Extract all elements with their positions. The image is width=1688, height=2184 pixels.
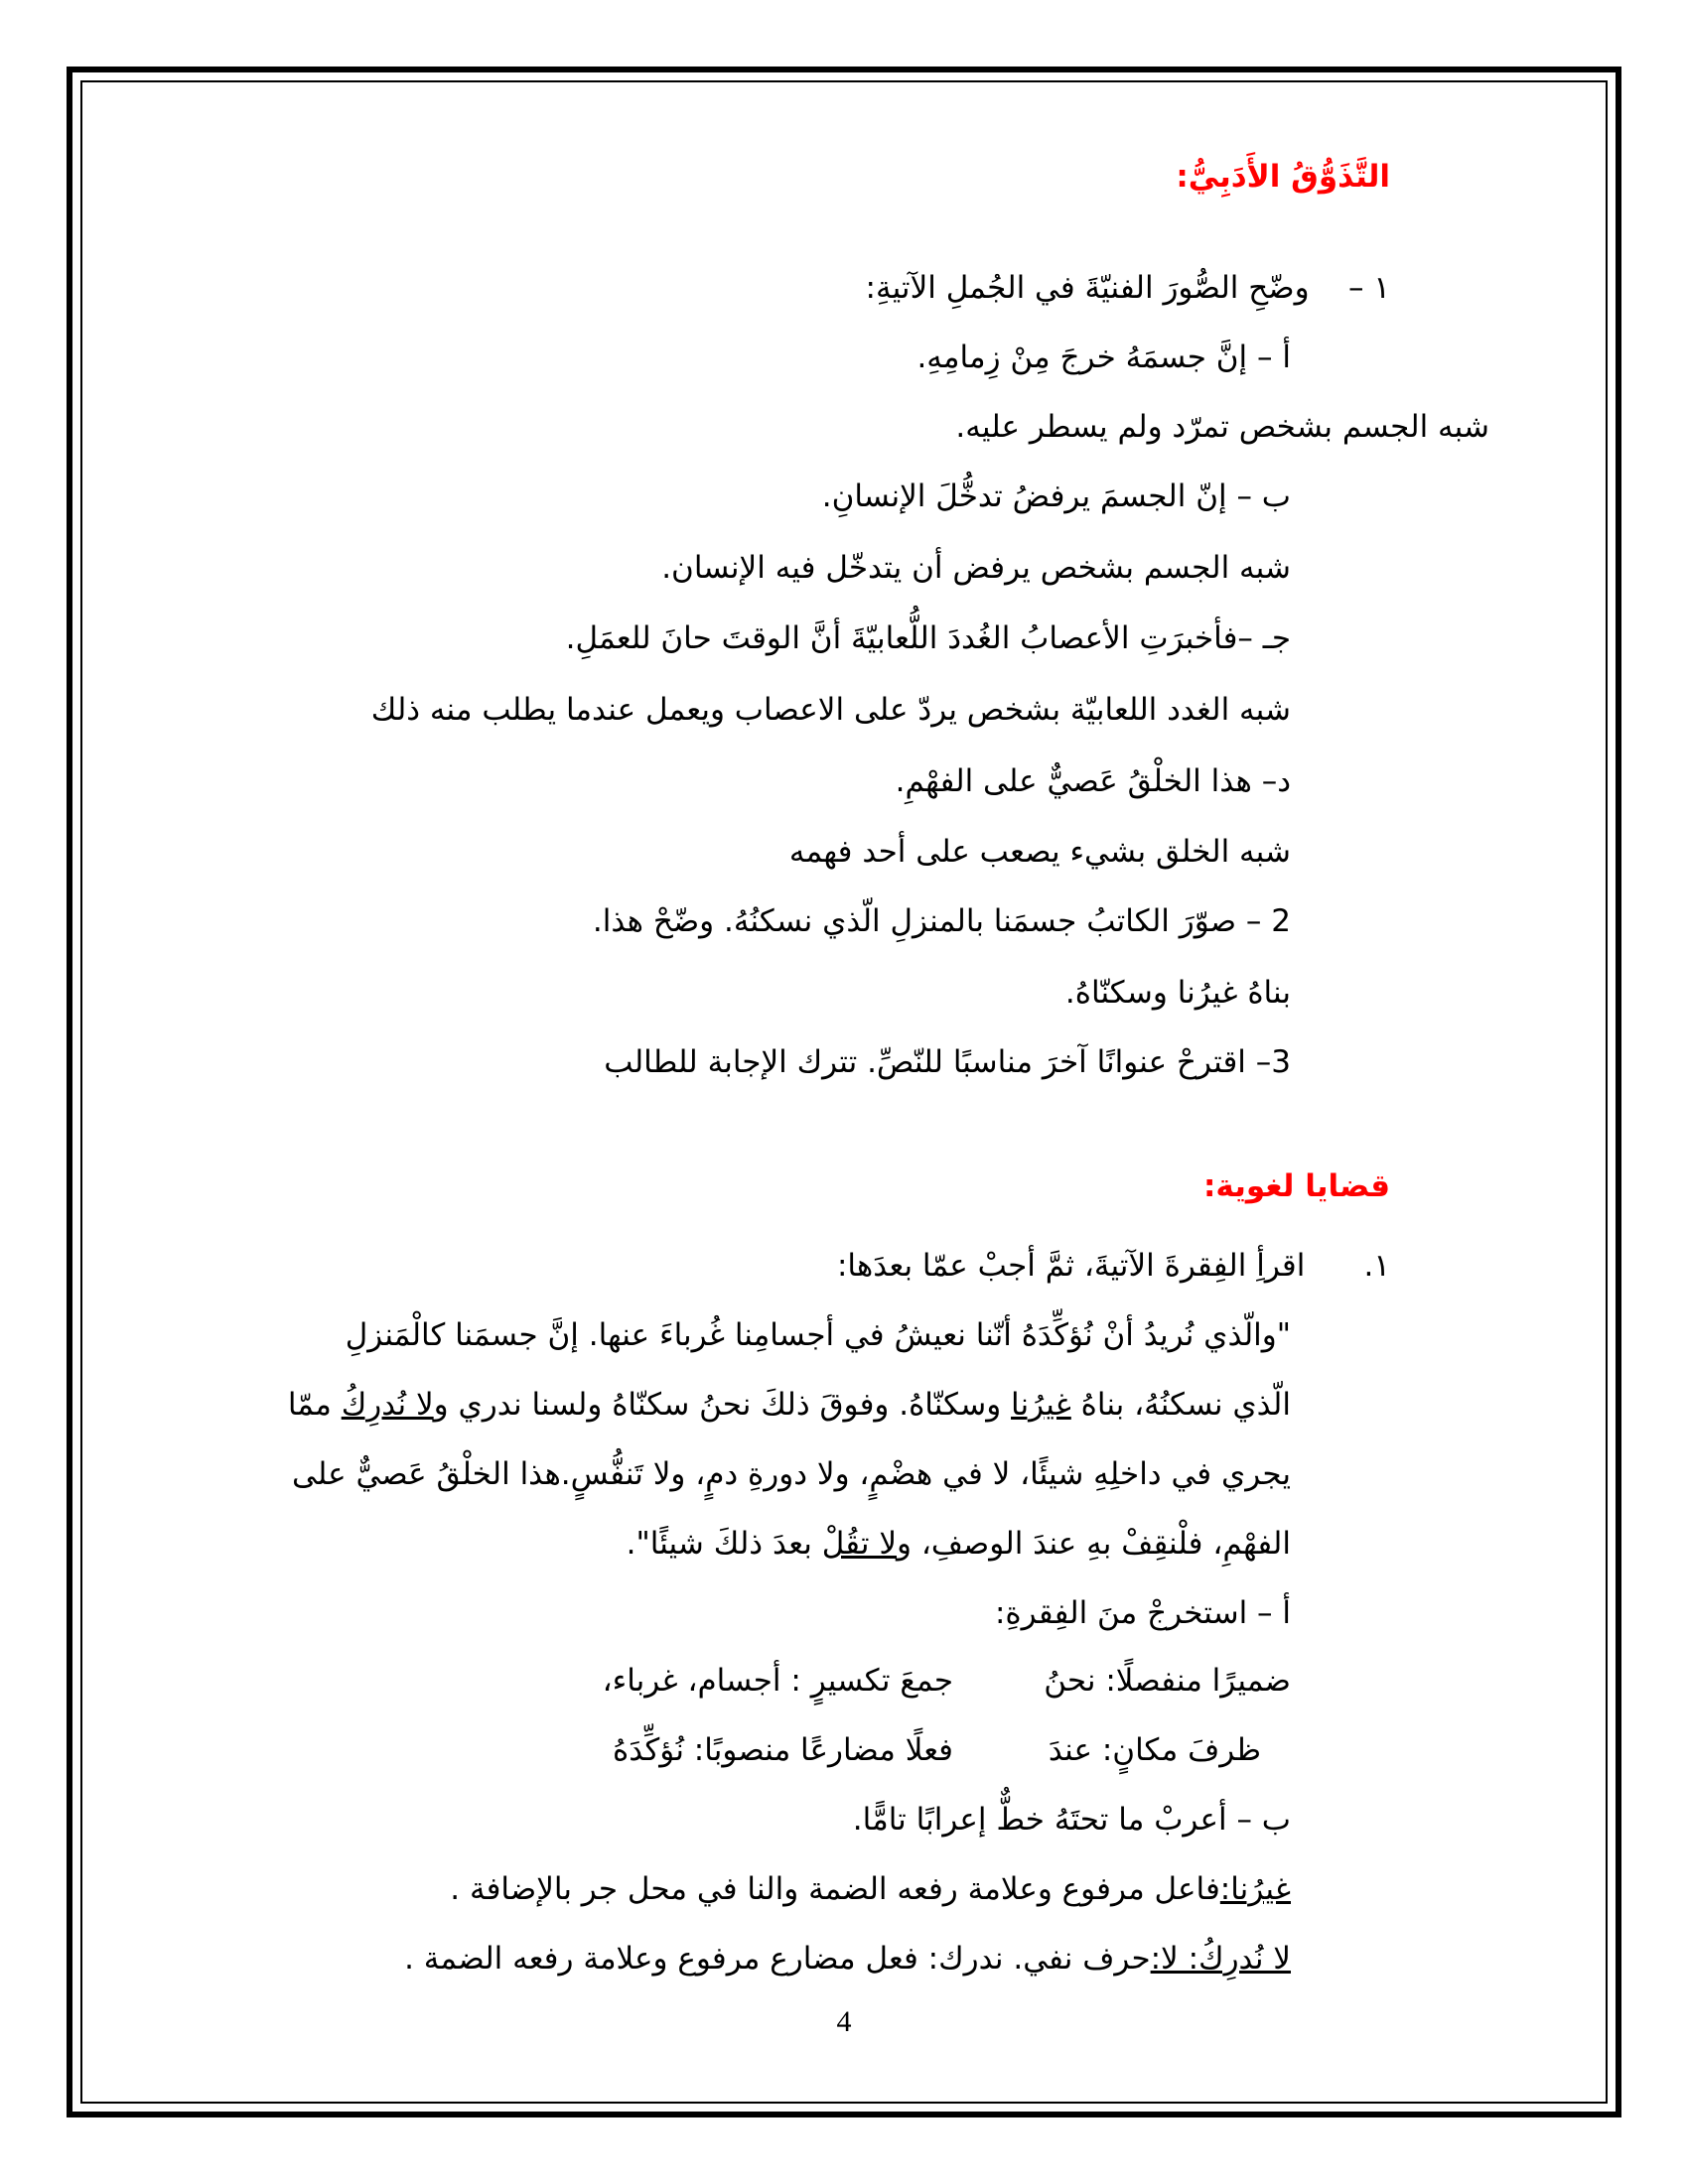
question-2-text: 2 – صوّرَ الكاتبُ جسمَنا بالمنزلِ الّذي نسكنُهُ. وضّحْ هذا. (592, 903, 1291, 939)
answer-text: حرف نفي. ندرك: فعل مضارع مرفوع وعلامة رفعه الضمة . (404, 1941, 1151, 1977)
question-1-line (866, 268, 1390, 308)
page-number: 4 (836, 2005, 852, 2038)
question-1-number: ١ – (1347, 270, 1390, 306)
underlined-label-la-nudrik: لا نُدرِكُ: لا: (1150, 1941, 1291, 1977)
question-1-text: وضّحِ الصُّورَ الفنيّةَ في الجُملِ الآتيةِ: (865, 270, 1310, 306)
part-b-prompt: ب – أعربْ ما تحتَهُ خطٌّ إعرابًا تامًّا. (852, 1802, 1291, 1838)
section2-question-1-text: اقرأِ الفِقرةَ الآتيةَ، ثمَّ أجبْ عمّا بعدَها: (836, 1248, 1306, 1284)
passage-text: ممّا (287, 1387, 342, 1423)
item-a-answer: شبه الجسم بشخص تمرّد ولم يسطر عليه. (955, 409, 1489, 445)
passage-line-3: يجري في داخلِهِ شيئًا، لا في هضْمٍ، ولا دورةِ دمٍ، ولا تَنفُّسٍ.هذا الخلْقُ عَصيٌّ على (292, 1456, 1291, 1492)
part-a-subjunctive-verb: فعلًا مضارعًا منصوبًا: نُؤكِّدَهُ (613, 1732, 953, 1768)
item-a-prompt: أ – إنَّ جسمَهُ خرجَ مِنْ زِمامِهِ. (916, 340, 1291, 375)
passage-line-1: "والّذي نُريدُ أنْ نُؤكِّدَهُ أنّنا نعيشُ في أجسامِنا غُرباءَ عنها. إنَّ جسمَنا كالْمَنزلِ (345, 1317, 1291, 1353)
part-a-prompt: أ – استخرجْ منَ الفِقرةِ: (994, 1595, 1291, 1631)
question-3-text: 3– اقترحْ عنوانًا آخرَ مناسبًا للنّصِّ. تترك الإجابة للطالب (604, 1044, 1291, 1080)
page-content (238, 144, 1489, 2050)
item-b-prompt: ب – إنّ الجسمَ يرفضُ تدخُّلَ الإنسانِ. (821, 478, 1291, 514)
section2-question-1-line (837, 1246, 1390, 1286)
passage-text: الّذي نسكنُهُ، بناهُ (1070, 1387, 1291, 1423)
answer-text: فاعل مرفوع وعلامة رفعه الضمة والنا في محل جر بالإضافة . (450, 1871, 1220, 1907)
underlined-word-la-taqul: لا تقُلْ (821, 1526, 898, 1562)
underlined-label-ghayruna: غيرُنا: (1219, 1871, 1291, 1907)
passage-line-4 (627, 1524, 1291, 1564)
part-b-answer-1 (450, 1869, 1291, 1909)
section-title-literary-appreciation: التَّذَوُّقُ الأَدَبِيُّ: (1176, 159, 1390, 195)
item-b-answer: شبه الجسم بشخص يرفض أن يتدخّل فيه الإنسان. (661, 550, 1291, 586)
passage-text: الفهْمِ، فلْنقِفْ بهِ عندَ الوصفِ، و (897, 1526, 1291, 1562)
section-title-linguistic-issues: قضايا لغوية: (1203, 1168, 1390, 1204)
item-d-prompt: د– هذا الخلْقُ عَصيٌّ على الفهْمِ. (895, 763, 1291, 799)
part-a-broken-plural: جمعَ تكسيرٍ : أجسام، غرباء، (602, 1663, 953, 1699)
section2-question-1-number: ١. (1363, 1248, 1390, 1284)
part-a-separate-pronoun: ضميرًا منفصلًا: نحنُ (1044, 1663, 1291, 1699)
passage-text: وسكنّاهُ. وفوقَ ذلكَ نحنُ سكنّاهُ ولسنا ندري و (433, 1387, 1012, 1423)
underlined-word-la-nudrik: لا نُدرِكُ (341, 1387, 434, 1423)
item-c-prompt: جـ –فأخبرَتِ الأعصابُ الغُددَ اللُّعابيّةَ أنَّ الوقتَ حانَ للعمَلِ. (565, 620, 1291, 656)
passage-text: بعدَ ذلكَ شيئًا". (626, 1526, 822, 1562)
question-2-answer: بناهُ غيرُنا وسكنّاهُ. (1064, 975, 1291, 1011)
part-a-adverb-of-place: ظرفَ مكانٍ: عندَ (1048, 1732, 1261, 1768)
item-d-answer: شبه الخلق بشيء يصعب على أحد فهمه (788, 834, 1291, 870)
part-b-answer-2 (404, 1939, 1291, 1979)
underlined-word-ghayruna: غيرُنا (1011, 1387, 1071, 1423)
passage-line-2 (288, 1385, 1291, 1425)
item-c-answer: شبه الغدد اللعابيّة بشخص يردّ على الاعصاب ويعمل عندما يطلب منه ذلك (370, 692, 1291, 728)
